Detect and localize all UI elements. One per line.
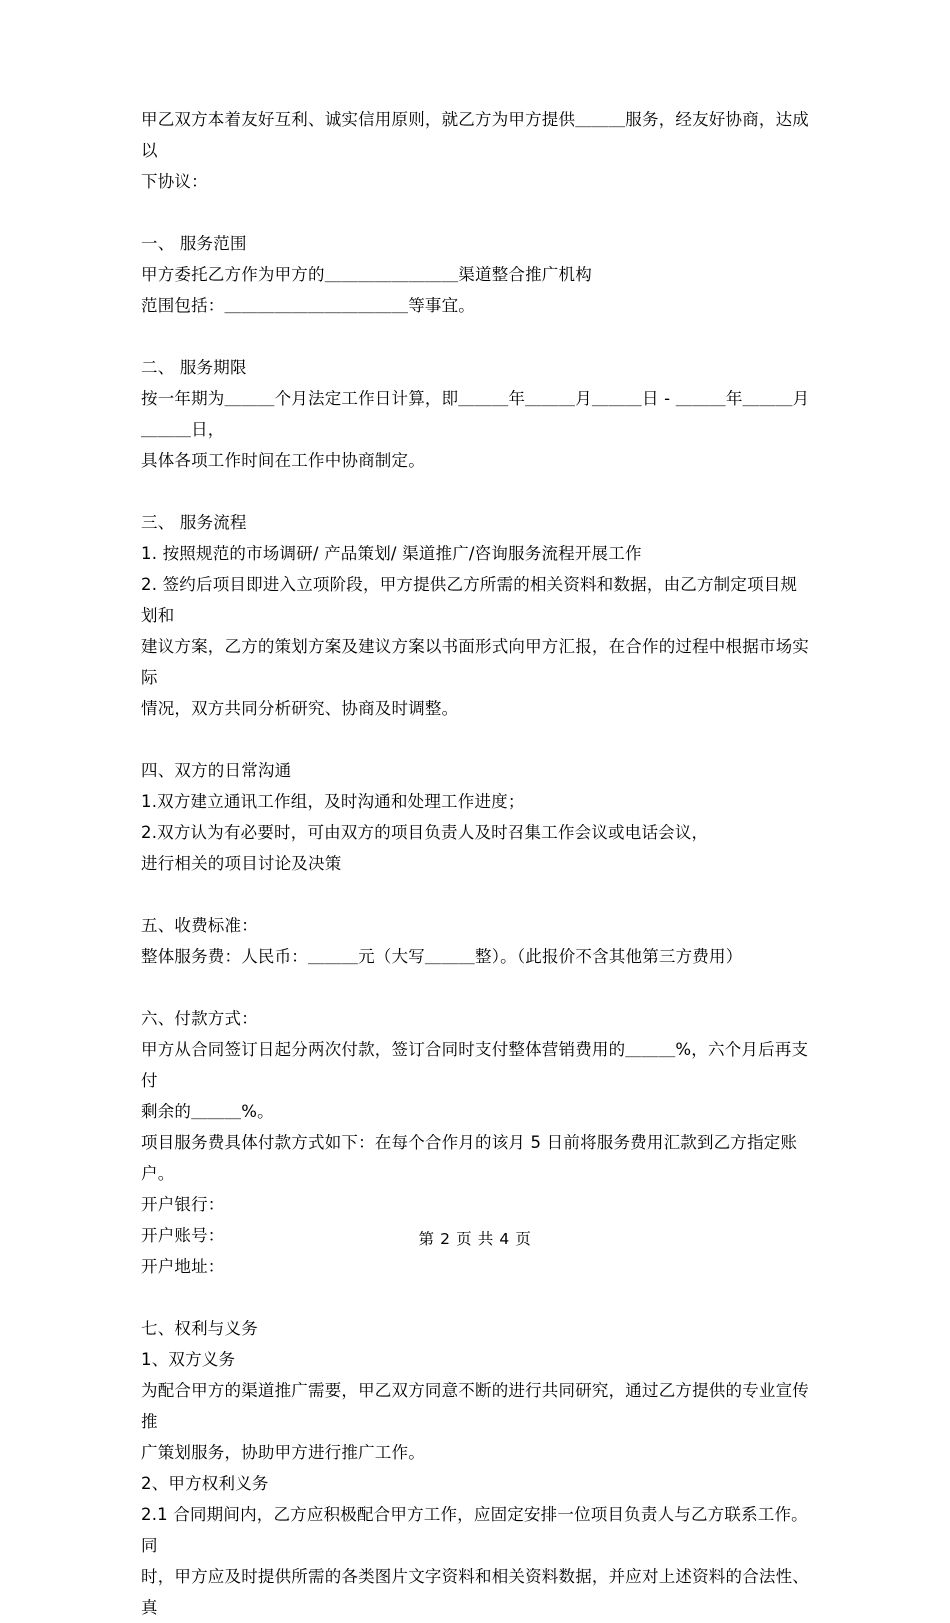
- paragraph-spacer: [141, 476, 813, 507]
- section-3-line-1: 1. 按照规范的市场调研/ 产品策划/ 渠道推广/咨询服务流程开展工作: [141, 544, 642, 563]
- section-5-line-1: 整体服务费：人民币：＿＿＿元（大写＿＿＿整）。（此报价不含其他第三方费用）: [141, 947, 743, 966]
- section-7-subheading-2: 2、甲方权利义务: [141, 1474, 269, 1493]
- preamble-line-2: 下协议：: [141, 172, 208, 191]
- section-7-line-4: 时，甲方应及时提供所需的各类图片文字资料和相关资料数据，并应对上述资料的合法性、真: [141, 1567, 809, 1617]
- section-service-term: [141, 352, 813, 476]
- section-7-subheading-1: 1、双方义务: [141, 1350, 236, 1369]
- section-1-line-2: 范围包括：＿＿＿＿＿＿＿＿＿＿＿等事宜。: [141, 296, 475, 315]
- section-7-line-3: 2.1 合同期间内，乙方应积极配合甲方工作，应固定安排一位项目负责人与乙方联系工作。同: [141, 1505, 808, 1555]
- page-footer: 第 2 页 共 4 页: [418, 1230, 532, 1248]
- section-1-line-1: 甲方委托乙方作为甲方的＿＿＿＿＿＿＿＿渠道整合推广机构: [141, 265, 592, 284]
- section-6-line-3: 项目服务费具体付款方式如下：在每个合作月的该月 5 日前将服务费用汇款到乙方指定账户。: [141, 1133, 798, 1183]
- section-6-heading: 六、付款方式：: [141, 1009, 258, 1028]
- section-4-line-1: 1.双方建立通讯工作组，及时沟通和处理工作进度；: [141, 792, 525, 811]
- section-4-line-2: 2.双方认为有必要时，可由双方的项目负责人及时召集工作会议或电话会议，: [141, 823, 709, 842]
- paragraph-spacer: [141, 1282, 813, 1313]
- section-6-bank-account: 开户账号：: [141, 1226, 225, 1245]
- section-2-line-1: 按一年期为＿＿＿个月法定工作日计算，即＿＿＿年＿＿＿月＿＿＿日 - ＿＿＿年＿＿＿月＿＿＿日，: [141, 389, 810, 439]
- section-6-line-1: 甲方从合同签订日起分两次付款，签订合同时支付整体营销费用的＿＿＿%，六个月后再支付: [141, 1040, 809, 1090]
- section-7-line-1: 为配合甲方的渠道推广需要，甲乙双方同意不断的进行共同研究，通过乙方提供的专业宣传推: [141, 1381, 809, 1431]
- preamble-line-1: 甲乙双方本着友好互利、诚实信用原则，就乙方为甲方提供＿＿＿服务，经友好协商，达成以: [141, 110, 809, 160]
- section-4-line-3: 进行相关的项目讨论及决策: [141, 854, 342, 873]
- section-fee-standard: [141, 910, 813, 972]
- section-6-line-2: 剩余的＿＿＿%。: [141, 1102, 274, 1121]
- section-3-heading: 三、 服务流程: [141, 513, 247, 532]
- paragraph-spacer: [141, 972, 813, 1003]
- section-service-scope: [141, 228, 813, 321]
- section-7-heading: 七、权利与义务: [141, 1319, 258, 1338]
- paragraph-spacer: [141, 197, 813, 228]
- section-service-process: [141, 507, 813, 724]
- section-rights-obligations: [141, 1313, 813, 1623]
- section-5-heading: 五、收费标准：: [141, 916, 258, 935]
- paragraph-spacer: [141, 321, 813, 352]
- paragraph-spacer: [141, 879, 813, 910]
- section-3-line-4: 情况，双方共同分析研究、协商及时调整。: [141, 699, 459, 718]
- section-6-bank-address: 开户地址：: [141, 1257, 225, 1276]
- section-3-line-2: 2. 签约后项目即进入立项阶段，甲方提供乙方所需的相关资料和数据，由乙方制定项目规划和: [141, 575, 798, 625]
- section-6-bank-name: 开户银行：: [141, 1195, 225, 1214]
- document-body: [141, 104, 813, 1623]
- section-daily-communication: [141, 755, 813, 879]
- preamble-paragraph: [141, 104, 813, 197]
- section-2-heading: 二、 服务期限: [141, 358, 247, 377]
- section-7-line-2: 广策划服务，协助甲方进行推广工作。: [141, 1443, 425, 1462]
- paragraph-spacer: [141, 724, 813, 755]
- section-1-heading: 一、 服务范围: [141, 234, 247, 253]
- section-4-heading: 四、双方的日常沟通: [141, 761, 292, 780]
- section-2-line-2: 具体各项工作时间在工作中协商制定。: [141, 451, 425, 470]
- section-3-line-3: 建议方案，乙方的策划方案及建议方案以书面形式向甲方汇报，在合作的过程中根据市场实际: [141, 637, 809, 687]
